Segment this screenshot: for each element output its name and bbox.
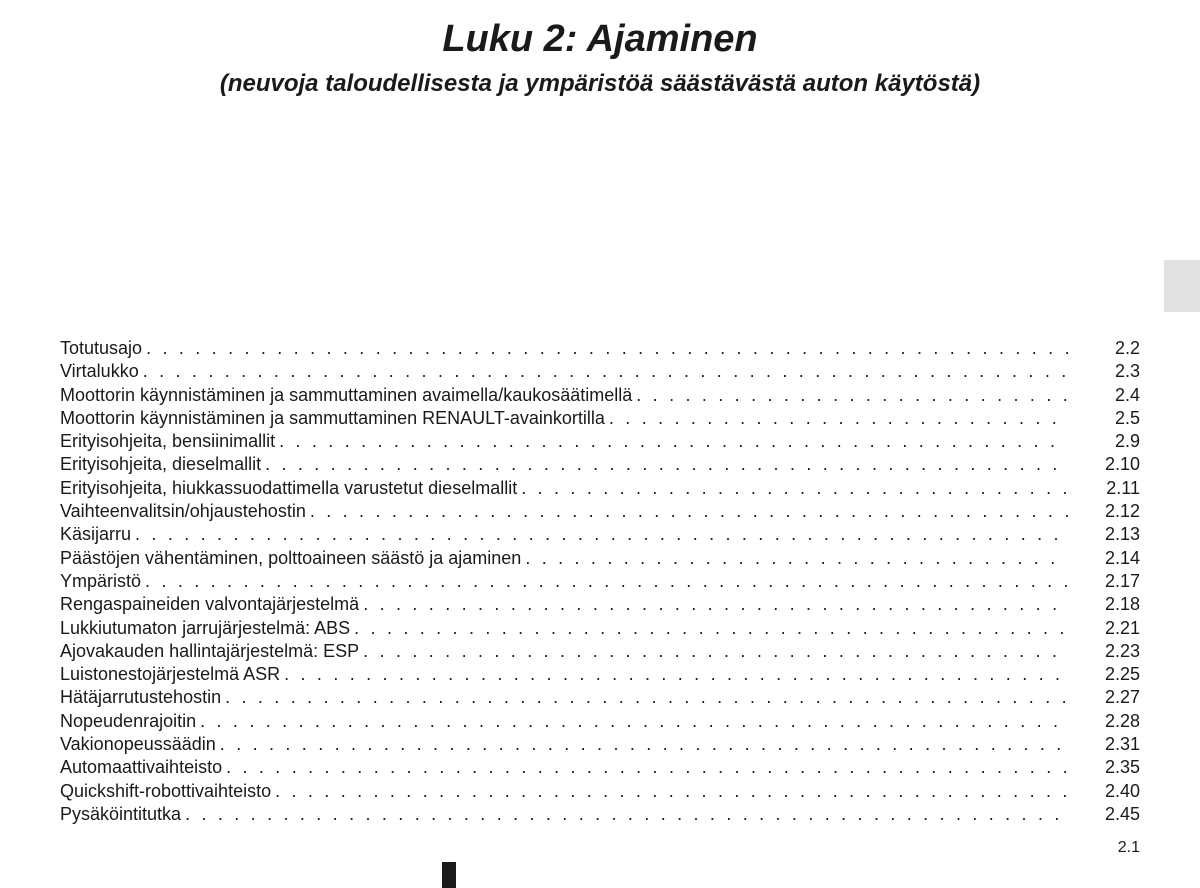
toc-entry[interactable] xyxy=(60,617,1140,640)
toc-entry-page: 2.31 xyxy=(1104,734,1140,755)
toc-entry-label: Nopeudenrajoitin xyxy=(60,710,197,731)
toc-entry-page: 2.17 xyxy=(1104,570,1140,591)
toc-leader-dots xyxy=(200,710,1068,733)
toc-leader-dots xyxy=(226,756,1068,779)
toc-entry-page: 2.21 xyxy=(1104,617,1140,638)
toc-leader-dots xyxy=(220,733,1068,756)
toc-entry-label: Virtalukko xyxy=(60,361,139,382)
toc-entry-page: 2.5 xyxy=(1114,407,1140,428)
toc-entry[interactable] xyxy=(60,430,1140,453)
toc-entry-page: 2.4 xyxy=(1114,384,1140,405)
toc-entry[interactable] xyxy=(60,593,1140,616)
toc-entry-label: Päästöjen vähentäminen, polttoaineen säästö ja ajaminen xyxy=(60,547,522,568)
toc-leader-dots xyxy=(143,360,1068,383)
toc-entry[interactable] xyxy=(60,453,1140,476)
toc-entry-label: Totutusajo xyxy=(60,338,143,358)
chapter-subtitle: (neuvoja taloudellisesta ja ympäristöä säästävästä auton käytöstä) xyxy=(219,70,981,97)
toc-entry-label: Quickshift-robottivaihteisto xyxy=(60,780,272,801)
toc-leader-dots xyxy=(275,780,1068,803)
toc-entry[interactable] xyxy=(60,407,1140,430)
toc-entry[interactable] xyxy=(60,360,1140,383)
toc-leader-dots xyxy=(363,593,1068,616)
toc-entry-label: Automaattivaihteisto xyxy=(60,757,223,778)
table-of-contents xyxy=(60,337,1140,826)
toc-entry-page: 2.11 xyxy=(1106,477,1140,498)
toc-entry[interactable] xyxy=(60,710,1140,733)
toc-entry[interactable] xyxy=(60,547,1140,570)
toc-leader-dots xyxy=(185,803,1068,826)
toc-entry-label: Pysäköintitutka xyxy=(60,803,182,824)
toc-entry[interactable] xyxy=(60,640,1140,663)
toc-entry-label: Hätäjarrutustehostin xyxy=(60,687,222,708)
toc-entry-page: 2.10 xyxy=(1104,454,1140,475)
toc-leader-dots xyxy=(354,617,1068,640)
chapter-title: Luku 2: Ajaminen xyxy=(442,18,758,60)
toc-leader-dots xyxy=(135,523,1068,546)
toc-leader-dots xyxy=(265,453,1068,476)
toc-entry-label: Ympäristö xyxy=(60,570,142,591)
toc-entry-page: 2.9 xyxy=(1114,431,1140,452)
toc-entry-label: Vaihteenvalitsin/ohjaustehostin xyxy=(60,501,306,522)
toc-entry[interactable] xyxy=(60,663,1140,686)
toc-entry[interactable] xyxy=(60,780,1140,803)
toc-entry[interactable] xyxy=(60,384,1140,407)
toc-leader-dots xyxy=(310,500,1068,523)
toc-entry-page: 2.45 xyxy=(1104,803,1140,824)
chapter-tab-marker xyxy=(1164,260,1200,312)
toc-entry-page: 2.25 xyxy=(1104,664,1140,685)
toc-leader-dots xyxy=(525,547,1068,570)
toc-entry[interactable] xyxy=(60,803,1140,826)
toc-entry-page: 2.14 xyxy=(1104,547,1140,568)
toc-entry-page: 2.35 xyxy=(1104,757,1140,778)
toc-entry-page: 2.12 xyxy=(1104,501,1140,522)
toc-leader-dots xyxy=(363,640,1068,663)
toc-entry-label: Käsijarru xyxy=(60,524,132,545)
toc-entry-page: 2.28 xyxy=(1104,710,1140,731)
toc-entry-label: Rengaspaineiden valvontajärjestelmä xyxy=(60,594,360,615)
toc-leader-dots xyxy=(279,430,1068,453)
toc-entry-label: Vakionopeussäädin xyxy=(60,734,216,755)
toc-leader-dots xyxy=(284,663,1068,686)
toc-entry-page: 2.27 xyxy=(1104,687,1140,708)
toc-entry-label: Ajovakauden hallintajärjestelmä: ESP xyxy=(60,640,360,661)
toc-entry-page: 2.2 xyxy=(1114,338,1140,358)
toc-leader-dots xyxy=(146,337,1068,360)
toc-leader-dots xyxy=(636,384,1068,407)
toc-entry-label: Moottorin käynnistäminen ja sammuttaminen avaimella/kaukosäätimellä xyxy=(60,384,633,405)
toc-leader-dots xyxy=(145,570,1068,593)
toc-entry-label: Lukkiutumaton jarrujärjestelmä: ABS xyxy=(60,617,351,638)
toc-entry-label: Moottorin käynnistäminen ja sammuttaminen RENAULT-avainkortilla xyxy=(60,407,605,428)
print-crop-mark xyxy=(442,862,456,888)
toc-entry-page: 2.23 xyxy=(1104,640,1140,661)
toc-entry[interactable] xyxy=(60,733,1140,756)
toc-entry-label: Erityisohjeita, dieselmallit xyxy=(60,454,262,475)
toc-entry[interactable] xyxy=(60,756,1140,779)
toc-entry[interactable] xyxy=(60,477,1140,500)
toc-leader-dots xyxy=(609,407,1068,430)
page-number: 2.1 xyxy=(1117,839,1140,856)
toc-entry-page: 2.13 xyxy=(1104,524,1140,545)
toc-entry[interactable] xyxy=(60,337,1140,360)
toc-entry-page: 2.18 xyxy=(1104,594,1140,615)
toc-leader-dots xyxy=(521,477,1068,500)
toc-entry-label: Luistonestojärjestelmä ASR xyxy=(60,664,281,685)
toc-entry-label: Erityisohjeita, hiukkassuodattimella varustetut dieselmallit xyxy=(60,477,518,498)
toc-entry[interactable] xyxy=(60,686,1140,709)
toc-entry[interactable] xyxy=(60,523,1140,546)
toc-entry[interactable] xyxy=(60,500,1140,523)
toc-leader-dots xyxy=(225,686,1068,709)
toc-entry-page: 2.3 xyxy=(1114,361,1140,382)
toc-entry[interactable] xyxy=(60,570,1140,593)
toc-entry-label: Erityisohjeita, bensiinimallit xyxy=(60,431,276,452)
toc-entry-page: 2.40 xyxy=(1104,780,1140,801)
